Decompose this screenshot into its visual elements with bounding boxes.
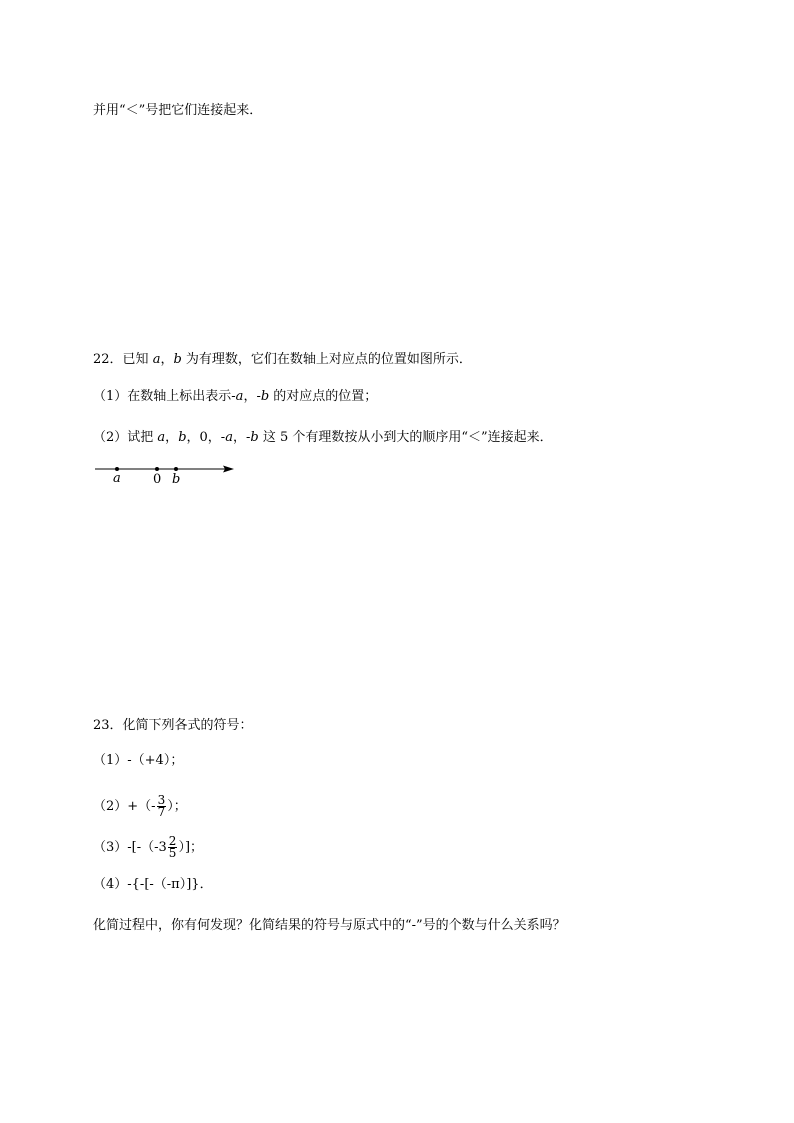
label-a: a — [113, 471, 121, 486]
q23-item3 — [93, 836, 203, 859]
q22-sep: ， — [160, 352, 174, 367]
q22-part1 — [93, 389, 377, 405]
fraction-numerator: 3 — [157, 793, 166, 807]
q22-stem — [93, 352, 472, 368]
intro-line: 并用“＜”号把它们连接起来． — [93, 103, 263, 118]
q23-item3-suffix: ）]； — [178, 840, 204, 855]
q22-part1-neg-b: -b — [256, 389, 270, 404]
q22-part2-a: a — [157, 430, 166, 445]
q23-item3-prefix: （3）-[-（-3 — [93, 840, 167, 855]
q22-part1-neg-a: -a — [231, 389, 244, 404]
point-b — [174, 467, 178, 471]
q22-stem-prefix: 22．已知 — [93, 352, 153, 367]
q23-item2-suffix: ）； — [167, 799, 187, 814]
q22-part2-comma2: ， — [232, 430, 246, 445]
q22-part2-zero: ，0， — [186, 430, 221, 445]
q22-part2-suffix: 这 5 个有理数按从小到大的顺序用“＜”连接起来． — [258, 430, 553, 445]
point-zero — [155, 467, 159, 471]
number-line-figure — [90, 460, 240, 490]
q22-part1-prefix: （1）在数轴上标出表示 — [93, 389, 232, 404]
fraction-2-5 — [168, 836, 178, 859]
fraction-denominator: 7 — [157, 805, 166, 819]
label-b: b — [172, 472, 181, 487]
q22-part2-neg-b: -b — [245, 430, 259, 445]
q23-stem: 23．化简下列各式的符号： — [93, 718, 253, 733]
q23-item2 — [93, 795, 187, 818]
q22-part1-comma: ， — [243, 389, 257, 404]
fraction-3-7 — [157, 795, 167, 818]
q22-var-a: a — [152, 352, 161, 367]
q22-part2-comma1: ， — [165, 430, 179, 445]
q22-part2-neg-a: -a — [220, 430, 233, 445]
q22-part1-suffix: 的对应点的位置； — [269, 389, 378, 404]
label-zero: 0 — [153, 472, 162, 487]
q23-conclusion: 化简过程中，你有何发现？化简结果的符号与原式中的“-”号的个数与什么关系吗？ — [93, 918, 566, 933]
fraction-denominator: 5 — [168, 846, 177, 860]
q22-var-b: b — [173, 352, 182, 367]
q22-stem-suffix: 为有理数，它们在数轴上对应点的位置如图所示． — [181, 352, 472, 367]
q23-item1: （1）-（+4）； — [93, 753, 184, 768]
q22-part2 — [93, 430, 553, 446]
q22-part2-prefix: （2）试把 — [93, 430, 158, 445]
fraction-numerator: 2 — [168, 834, 177, 848]
q22-part2-b: b — [178, 430, 187, 445]
q23-item2-prefix: （2）+（- — [93, 799, 156, 814]
q23-item4: （4）-{-[-（-π）]}． — [93, 877, 213, 892]
